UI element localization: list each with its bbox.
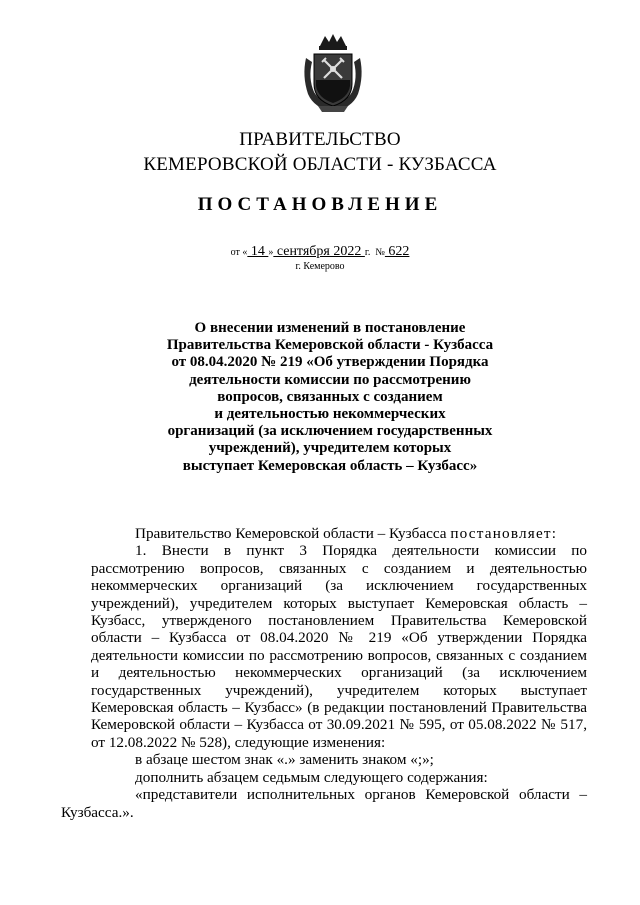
body-line: Кемеровской области – Кузбасса от 30.09.2021 № 595, от 05.08.2022 № 517, xyxy=(91,716,587,734)
body-intro xyxy=(91,525,587,542)
body-subitem: в абзаце шестом знак «.» заменить знаком «;»; xyxy=(135,751,434,769)
body-line: и деятельностью некоммерческих организаций (за исключением xyxy=(91,664,587,682)
subject-line: организаций (за исключением государственных xyxy=(167,423,493,440)
body-line: деятельности комиссии по рассмотрению вопросов, связанных с созданием xyxy=(91,646,587,664)
body-quote-end: Кузбасса.». xyxy=(61,803,134,821)
document-subject xyxy=(130,320,530,475)
subject-line: и деятельностью некоммерческих xyxy=(214,406,446,423)
subject-line: вопросов, связанных с созданием xyxy=(217,388,443,405)
subject-line: Правительства Кемеровской области - Кузбасса xyxy=(166,337,494,354)
government-name-line2: КЕМЕРОВСКОЙ ОБЛАСТИ - КУЗБАССА xyxy=(143,154,497,175)
body-line: Кемеровская область – Кузбасс» (в редакции постановлений Правительства xyxy=(91,699,587,717)
document-title: ПОСТАНОВЛЕНИЕ xyxy=(197,194,443,215)
date-month-year: сентября 2022 xyxy=(273,244,365,259)
government-name-line1: ПРАВИТЕЛЬСТВО xyxy=(239,129,401,150)
intro-text: Правительство Кемеровской области – Кузбасса xyxy=(135,525,451,542)
body-line: некоммерческих организаций (за исключением государственных xyxy=(91,577,587,595)
subject-line: от 08.04.2020 № 219 «Об утверждении Порядка xyxy=(171,354,489,371)
body-line: рассмотрению вопросов, связанных с созданием и деятельностью xyxy=(91,559,587,577)
date-day: 14 xyxy=(247,244,269,259)
date-quote-close: » xyxy=(268,247,274,258)
subject-line: выступает Кемеровская область – Кузбасс» xyxy=(182,457,478,474)
body-line: государственных учреждений), учредителем которых выступает xyxy=(91,681,587,699)
date-prefix: от « xyxy=(230,247,248,258)
subject-line: учреждений), учредителем которых xyxy=(208,440,452,457)
subject-line: О внесении изменений в постановление xyxy=(194,320,466,336)
coat-of-arms-emblem xyxy=(300,32,366,114)
body-quote: «представители исполнительных органов Кемеровской области – xyxy=(135,786,587,804)
body-line: области – Кузбасса от 08.04.2020 № 219 «Об утверждении Порядка xyxy=(91,629,587,647)
document-body xyxy=(61,525,587,821)
date-year-suffix: г. xyxy=(364,247,371,258)
body-subitem: дополнить абзацем седьмым следующего содержания: xyxy=(135,768,488,786)
body-line: 1. Внести в пункт 3 Порядка деятельности комиссии по xyxy=(135,542,587,560)
body-line: от 12.08.2022 № 528), следующие изменения: xyxy=(91,733,386,751)
document-number: 622 xyxy=(384,244,410,259)
body-line: учреждений), учредителем которых выступает Кемеровская область – xyxy=(91,594,587,612)
number-prefix: № xyxy=(375,247,385,258)
date-line xyxy=(0,244,640,260)
city: г. Кемерово xyxy=(295,261,345,272)
intro-resolves: постановляет: xyxy=(450,525,558,542)
body-line: Кузбасс, утвержденого постановлением Правительства Кемеровской xyxy=(91,612,587,630)
subject-line: деятельности комиссии по рассмотрению xyxy=(189,371,471,388)
